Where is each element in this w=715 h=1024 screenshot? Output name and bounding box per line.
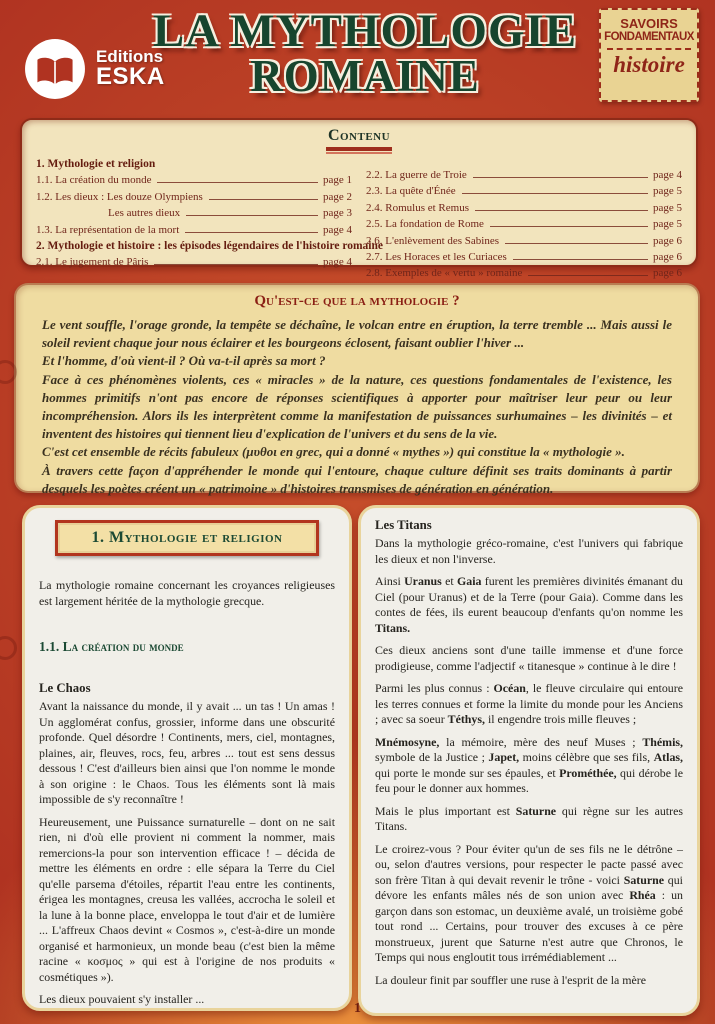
paragraph: Ainsi Uranus et Gaia furent les premières divinités émanant du Ciel (pour Uranus) et de la Terre (pour Gaia). Comme dans les contes de fées, ils eurent beaucoup d'enfants qu'on nomme les Titans. bbox=[375, 574, 683, 635]
contents-title: Contenu bbox=[327, 127, 391, 144]
paragraph-heading: Le Chaos bbox=[39, 681, 91, 695]
right-column-panel bbox=[358, 505, 700, 1016]
paragraph: Face à ces phénomènes violents, ces « miracles » de la nature, ces questions fondamentales de l'existence, les hommes primitifs n'ont pas encore de réponses scientifiques à apporter pour maîtriser leur peur ou leur incompréhension. Alors ils les interprètent comme la manifestation de puissances surhumaines – les divinités – et inventent des histoires qui tiennent lieu d'explication de l'univers et du sens de la vie. bbox=[42, 371, 672, 442]
paragraph: À travers cette façon d'appréhender le monde qui l'entoure, chaque culture définit ses traits dominants à partir desquels les poètes créent un « patrimoine » d'histoires transmises de génération en génération. bbox=[42, 462, 672, 496]
toc-entry: 2.8. Exemples de « vertu » romaine page 6 bbox=[366, 267, 682, 280]
toc-entry: 2.3. La quête d'Énée page 5 bbox=[366, 185, 682, 198]
paragraph-heading: Les Titans bbox=[375, 518, 432, 532]
publisher-line2: ESKA bbox=[96, 63, 165, 91]
toc-entry: 2. Mythologie et histoire : les épisodes légendaires de l'histoire romaine bbox=[36, 240, 383, 253]
toc-entry: 2.5. La fondation de Rome page 5 bbox=[366, 218, 682, 231]
paragraph: Avant la naissance du monde, il y avait ... un tas ! Un amas ! Un agglomérat confus, grossier, informe dans une obscurité profonde. Quel désordre ! Continents, mers, ciel, montagnes, plaines, air, fleuves, rocs, feu, arbres ... tout est sens dessus dessous ! C'est d'ailleurs bien ainsi que l'on nomme le monde à son origine : le Chaos. Tous les éléments sont là mais impossible de s'y reconnaître ! bbox=[39, 699, 335, 806]
paragraph: Le croirez-vous ? Pour éviter qu'un de ses fils ne le détrône – ou, selon d'autres versions, pour respecter le pacte passé avec son frère Titan à qui devait revenir le trône - voici Saturne qui dévore les enfants mâles nés de son union avec Rhéa : un garçon dans son estomac, un deuxième avalé, un troisième gobé tout rond ... Certains, pour trouver des excuses à ce père monstrueux, jurent que Saturne n'est autre que Chronos, le Temps qui nous engloutit tous irrémédiablement ... bbox=[375, 841, 683, 964]
paragraph: Parmi les plus connus : Océan, le fleuve circulaire qui entoure les terres connues et forme la limite du monde pour les Anciens ; avec sa soeur Téthys, il engendre trois mille fleuves ; bbox=[375, 681, 683, 726]
page-title bbox=[140, 5, 590, 102]
left-column-body bbox=[39, 578, 335, 1008]
toc-entry: 1.3. La représentation de la mort page 4 bbox=[36, 223, 352, 236]
series-badge bbox=[599, 8, 699, 102]
table-of-contents-panel bbox=[20, 118, 698, 280]
contents-underline-shadow bbox=[326, 152, 392, 154]
toc-entry: 1.1. La création du monde page 1 bbox=[36, 174, 352, 187]
badge-line1: SAVOIRS bbox=[620, 16, 678, 31]
toc-entry: 2.1. Le jugement de Pâris page 4 bbox=[36, 256, 352, 269]
paragraph: Et l'homme, d'où vient-il ? Où va-t-il après sa mort ? bbox=[42, 353, 326, 369]
paragraph: La mythologie romaine concernant les croyances religieuses est largement héritée de la mythologie grecque. bbox=[39, 578, 335, 608]
intro-title: Qu'est-ce que la mythologie ? bbox=[254, 293, 460, 309]
intro-body bbox=[42, 316, 672, 498]
toc-entry: 2.7. Les Horaces et les Curiaces page 6 bbox=[366, 251, 682, 264]
toc-entry: 2.6. L'enlèvement des Sabines page 6 bbox=[366, 234, 682, 247]
toc-entry: Les autres dieux page 3 bbox=[108, 207, 352, 220]
contents-columns bbox=[36, 156, 682, 282]
paragraph: C'est cet ensemble de récits fabuleux (μυθοι en grec, qui a donné « mythes ») qui constitue la « mythologie ». bbox=[42, 444, 625, 460]
paragraph: Heureusement, une Puissance surnaturelle – dont on ne sait rien, ni d'où elle provient ni comment la nommer, mais remercions-la pour son intervention efficace ! – décida de mettre les éléments en ordre : elle sépara la Terre du Ciel qu'elle parsema d'étoiles, répartit l'eau entre les continents, érigea les montagnes, creusa les vallées, accrocha le soleil et la lune à la bonne place, enveloppa le tout d'air et de lumière ... L'affreux Chaos devint « Cosmos », c'est-à-dire un monde organisé et harmonieux, un monde beau (c'est bien la même racine « κοσμος » qui est à l'origine de nos produits « cosmétiques »). bbox=[39, 814, 335, 984]
toc-entry: 1. Mythologie et religion bbox=[36, 158, 156, 170]
toc-entry: 2.2. La guerre de Troie page 4 bbox=[366, 169, 682, 181]
toc-entry: 1.2. Les dieux : Les douze Olympiens page 2 bbox=[36, 190, 352, 203]
paragraph: Les dieux pouvaient s'y installer ... bbox=[39, 992, 205, 1006]
title-line1: LA MYTHOLOGIE bbox=[152, 5, 578, 57]
paragraph: Le vent souffle, l'orage gronde, la tempête se déchaîne, le volcan entre en éruption, la terre tremble ... Mais aussi le soleil revient chaque jour nous éclairer et les bourgeons éclosent, faisant oublier l'hiver ... bbox=[42, 317, 672, 351]
page-header bbox=[0, 0, 715, 114]
open-book-icon bbox=[24, 38, 86, 100]
paragraph: Ces dieux anciens sont d'une taille immense et d'une force prodigieuse, comme l'adjectif « titanesque » continue à le dire ! bbox=[375, 643, 683, 673]
left-column-panel bbox=[22, 505, 352, 1011]
badge-divider bbox=[607, 48, 691, 50]
badge-subject: histoire bbox=[613, 52, 685, 77]
section-1-title-box: 1. Mythologie et religion bbox=[55, 520, 319, 556]
right-column-body bbox=[375, 518, 683, 988]
intro-panel bbox=[14, 283, 700, 496]
contents-header bbox=[36, 127, 682, 154]
contents-underline bbox=[326, 147, 392, 151]
subsection-heading: 1.1. La création du monde bbox=[39, 639, 184, 654]
publisher-line1: Editions bbox=[96, 47, 164, 67]
title-line2: ROMAINE bbox=[250, 51, 480, 102]
badge-line2: FONDAMENTAUX bbox=[604, 31, 694, 43]
toc-entry: 2.4. Romulus et Remus page 5 bbox=[366, 201, 682, 214]
paragraph: Mnémosyne, la mémoire, mère des neuf Muses ; Thémis, symbole de la Justice ; Japet, moins célèbre que ses fils, Atlas, qui porte le monde sur ses épaules, et Prométhée, qui dérobe le feu pour le donner aux hommes. bbox=[375, 734, 684, 795]
paragraph: Dans la mythologie gréco-romaine, c'est l'univers qui fabrique les dieux et non l'inverse. bbox=[375, 536, 683, 566]
paragraph: La douleur finit par souffler une ruse à l'esprit de la mère bbox=[375, 972, 647, 987]
page-number: 1 bbox=[354, 1001, 361, 1016]
binding-ring-icon bbox=[0, 636, 17, 660]
contents-right-column bbox=[366, 156, 682, 282]
contents-left-column bbox=[36, 156, 383, 282]
paragraph: Mais le plus important est Saturne qui règne sur les autres Titans. bbox=[375, 803, 683, 833]
